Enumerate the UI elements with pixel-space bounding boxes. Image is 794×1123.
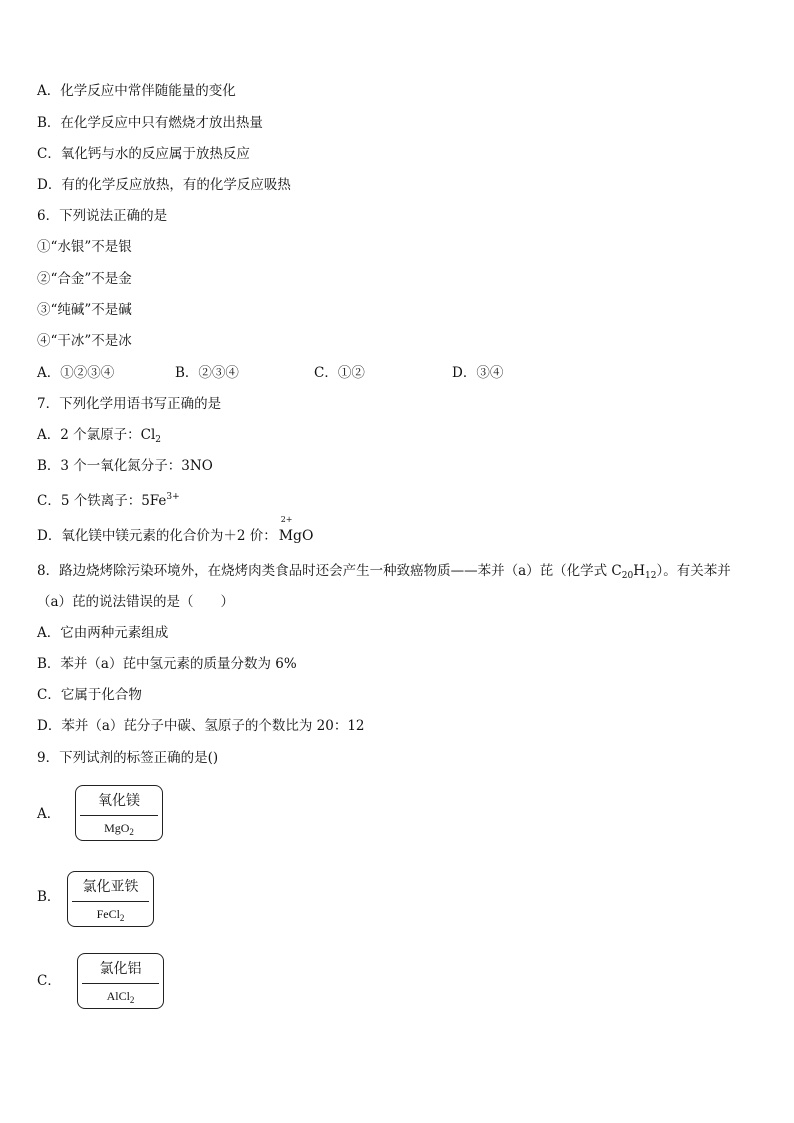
q9-label-b-divider [72,901,149,902]
q6-option-d: D．③④ [452,365,504,381]
q8-option-d: D．苯并（a）芘分子中碳、氢原子的个数比为 20：12 [37,718,365,734]
q7-option-a-subscript: 2 [155,435,162,445]
q9-label-a-divider [80,815,158,816]
q9-option-a-letter: A． [37,806,61,822]
q8-stem-line-1 [37,562,731,585]
q7-option-d [37,515,314,545]
q9-label-c-name: 氯化铝 [99,961,142,977]
q6-stem: 6．下列说法正确的是 [37,208,168,224]
q9-label-b-subscript: 2 [119,913,125,923]
q9-label-c-formula-text: AlCl [106,989,130,1003]
q5-option-c: C．氧化钙与水的反应属于放热反应 [37,146,250,162]
q9-label-a-name: 氧化镁 [98,793,140,809]
q5-option-b: B．在化学反应中只有燃烧才放出热量 [37,115,263,131]
q6-option-b: B．②③④ [175,365,239,381]
q7-stem: 7．下列化学用语书写正确的是 [37,396,222,412]
q7-option-a-text: A．2 个氯原子：Cl [37,427,156,443]
q8-stem-text: 8．路边烧烤除污染环境外，在烧烤肉类食品时还会产生一种致癌物质——苯并（a）芘（化学式 C [37,563,622,579]
q7-option-c [37,488,180,510]
q5-option-d: D．有的化学反应放热，有的化学反应吸热 [37,177,291,193]
q9-label-a-formula-text: MgO [104,821,130,835]
q8-stem-end: ）。有关苯并 [656,563,731,579]
q8-stem-line-2: （a）芘的说法错误的是（ ） [37,594,235,610]
q9-label-b-formula [68,906,153,926]
q9-label-a [75,785,163,841]
q9-label-c-subscript: 2 [129,995,135,1005]
q8-h-subscript: 12 [645,571,657,581]
q9-label-a-subscript: 2 [129,827,134,837]
q6-item-2: ②“合金”不是金 [37,271,132,287]
q6-item-4: ④“干冰”不是冰 [37,333,132,349]
q7-valence-formula [278,515,314,545]
q7-option-d-text: D．氧化镁中镁元素的化合价为＋2 价： [37,528,277,544]
q9-label-b [67,871,154,927]
q7-option-c-superscript: 3+ [166,492,180,502]
q7-formula: MgO [278,528,314,544]
q9-label-a-formula [76,820,162,840]
q6-option-a: A．①②③④ [37,365,115,381]
q6-item-1: ①“水银”不是银 [37,239,132,255]
q5-option-a: A．化学反应中常伴随能量的变化 [37,83,236,99]
q9-option-c-letter: C． [37,973,61,989]
q9-label-c [77,953,164,1009]
q6-option-c: C．①② [314,365,365,381]
q9-stem: 9．下列试剂的标签正确的是() [37,750,219,766]
q7-valence-mark: 2+ [280,515,293,524]
q8-option-b: B．苯并（a）芘中氢元素的质量分数为 6% [37,656,297,672]
q8-option-c: C．它属于化合物 [37,687,142,703]
q8-h-symbol: H [633,563,645,579]
q9-label-c-divider [82,983,159,984]
q6-item-3: ③“纯碱”不是碱 [37,302,132,318]
q9-option-b-letter: B． [37,889,61,905]
q7-option-b: B．3 个一氧化氮分子：3NO [37,458,213,474]
q7-option-c-text: C．5 个铁离子：5Fe [37,493,167,509]
q9-label-b-name: 氯化亚铁 [82,879,139,895]
q8-option-a: A．它由两种元素组成 [37,625,169,641]
q9-label-b-formula-text: FeCl [96,907,120,921]
q8-c-subscript: 20 [621,571,634,581]
q7-option-a [37,426,161,449]
q9-label-c-formula [78,988,163,1008]
